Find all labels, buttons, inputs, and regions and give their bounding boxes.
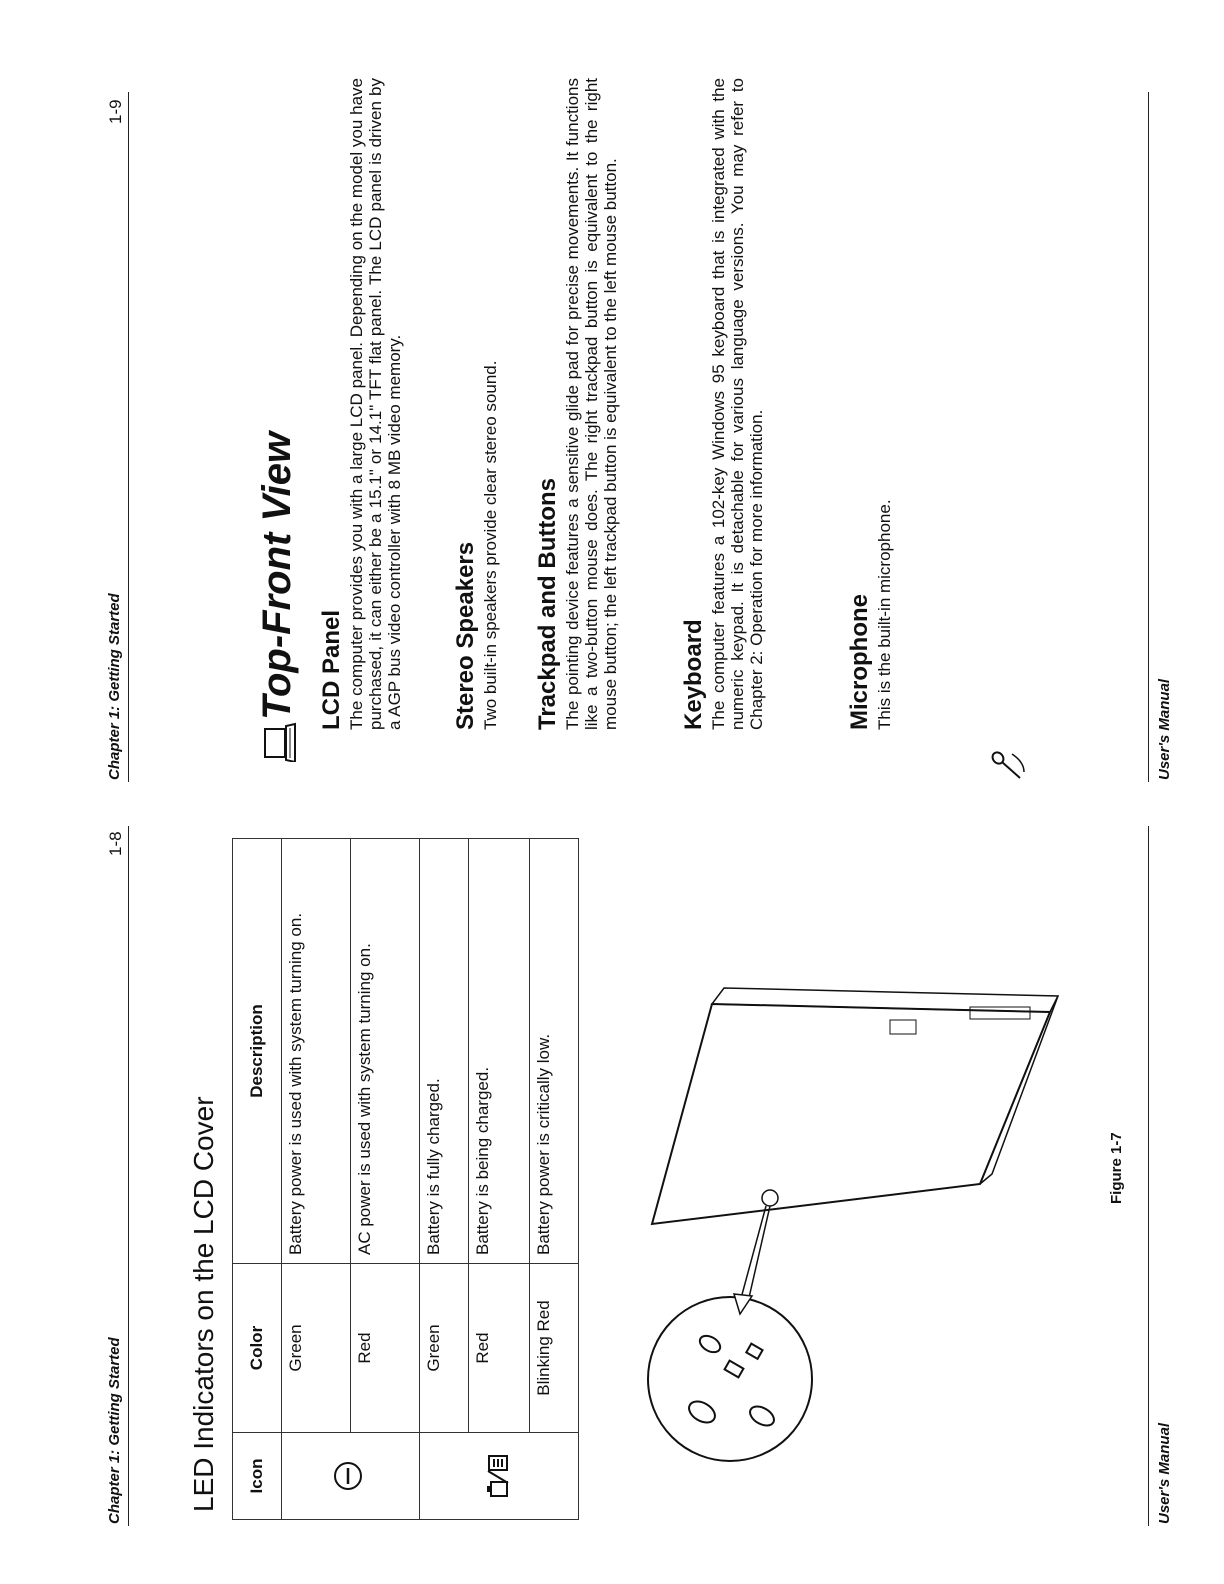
table-row <box>351 839 420 1520</box>
description-cell: Battery is being charged. <box>469 839 530 1264</box>
column-header-color: Color <box>233 1264 282 1433</box>
column-header-description: Description <box>233 839 282 1264</box>
table-row <box>530 839 579 1520</box>
table-row <box>469 839 530 1520</box>
color-cell: Green <box>282 1264 351 1433</box>
section-heading: LED Indicators on the LCD Cover <box>188 1096 219 1512</box>
figure-caption: Figure 1-7 <box>1108 1132 1125 1204</box>
description-cell: Battery power is critically low. <box>530 839 579 1264</box>
laptop-icon <box>262 722 298 762</box>
lcd-panel-heading: LCD Panel <box>318 609 345 730</box>
keyboard-text: The computer features a 102-key Windows 95 keyboard that is integrated with the numeric keypad. It is detachable for various language versions. You may refer to Chapter 2: Operation for more information. <box>709 78 766 730</box>
color-cell: Green <box>420 1264 469 1433</box>
running-head: Chapter 1: Getting Started <box>106 593 123 780</box>
color-cell: Blinking Red <box>530 1264 579 1433</box>
description-cell: Battery power is used with system turning on. <box>282 839 351 1264</box>
microphone-icon <box>990 744 1026 784</box>
section-title: Top-Front View <box>255 431 299 720</box>
microphone-heading: Microphone <box>846 594 873 730</box>
header-rule <box>128 826 129 1526</box>
page-number: 1-9 <box>106 99 125 124</box>
trackpad-heading: Trackpad and Buttons <box>534 477 561 730</box>
table-row <box>282 839 351 1520</box>
lcd-panel-text: The computer provides you with a large LCD panel. Depending on the model you have purchased, it can either be a 15.1" or 14.1" TFT flat panel. The LCD panel is driven by a AGP bus video controller with 8 MB video memory. <box>347 78 404 730</box>
stereo-speakers-heading: Stereo Speakers <box>452 541 479 730</box>
stereo-speakers-text: Two built-in speakers provide clear stereo sound. <box>481 360 500 730</box>
battery-charge-icon <box>482 1452 512 1500</box>
header-rule <box>128 92 129 782</box>
page-number: 1-8 <box>106 831 125 856</box>
icon-cell <box>282 1433 420 1520</box>
keyboard-heading: Keyboard <box>680 619 707 730</box>
footer: User's Manual <box>1156 1422 1173 1524</box>
footer: User's Manual <box>1156 678 1173 780</box>
trackpad-text: The pointing device features a sensitive glide pad for precise movements. It functions like a two-button mouse does. The right trackpad button is equivalent to the right mouse button; the left trackpad button is equivalent to the left mouse button. <box>563 78 620 730</box>
power-icon <box>331 1459 365 1493</box>
color-cell: Red <box>469 1264 530 1433</box>
running-head: Chapter 1: Getting Started <box>106 1337 123 1524</box>
icon-cell <box>420 1433 579 1520</box>
microphone-text: This is the built-in microphone. <box>875 499 894 730</box>
description-cell: AC power is used with system turning on. <box>351 839 420 1264</box>
description-cell: Battery is fully charged. <box>420 839 469 1264</box>
column-header-icon: Icon <box>233 1433 282 1520</box>
footer-rule <box>1148 826 1149 1526</box>
color-cell: Red <box>351 1264 420 1433</box>
magnified-led-view <box>648 1297 812 1461</box>
page-left <box>0 792 1224 1584</box>
laptop-body <box>652 988 1058 1224</box>
led-indicator-table <box>232 838 579 1520</box>
footer-rule <box>1148 92 1149 782</box>
laptop-illustration <box>640 974 1060 1474</box>
table-row <box>420 839 469 1520</box>
